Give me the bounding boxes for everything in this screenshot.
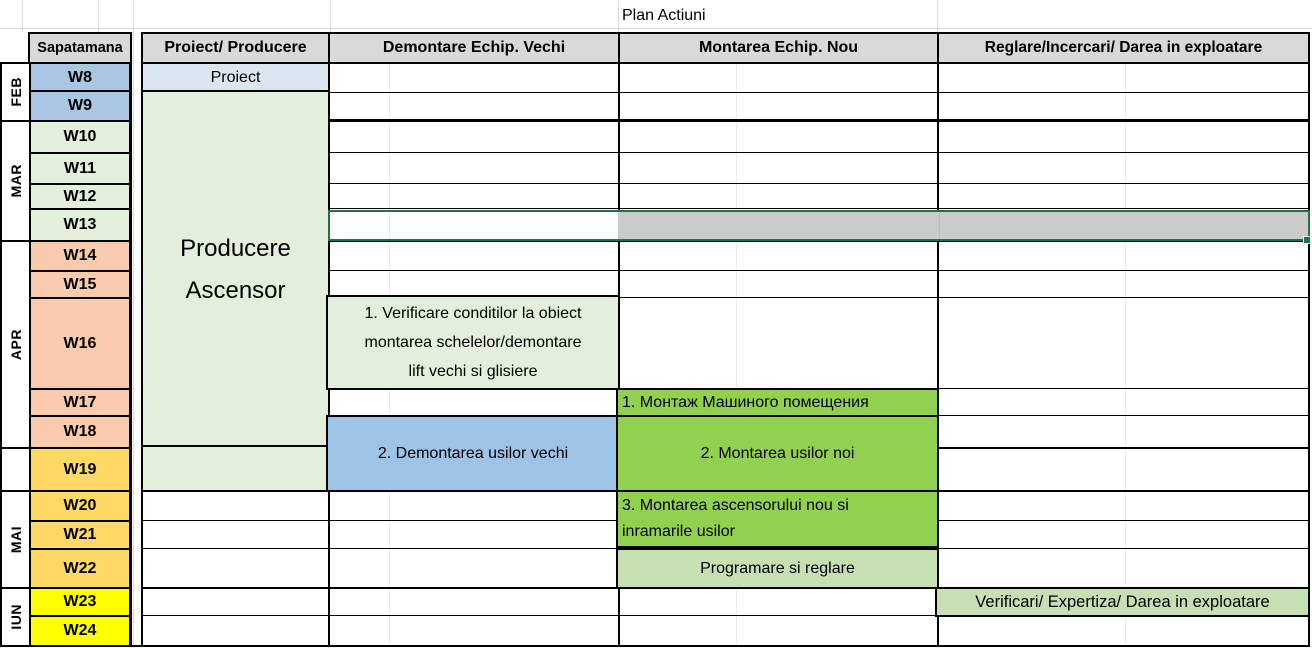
task-cell-verificare-conditii[interactable]: [326, 295, 620, 390]
week-cell-w9[interactable]: W9: [29, 90, 131, 122]
month-label: APR: [7, 328, 24, 361]
month-cell-iun[interactable]: [0, 587, 31, 647]
month-label: FEB: [7, 77, 24, 107]
week-cell-w21[interactable]: W21: [29, 520, 131, 550]
selected-cell[interactable]: [618, 212, 939, 239]
header-montarea-echip-nou[interactable]: Montarea Echip. Nou: [618, 32, 939, 64]
month-cell-apr[interactable]: [0, 240, 31, 449]
task-cell-verificari-expertiza[interactable]: Verificari/ Expertiza/ Darea in exploatare: [935, 587, 1310, 617]
week-cell-w13[interactable]: W13: [29, 208, 131, 242]
month-cell-mai[interactable]: [0, 490, 31, 589]
month-cell-blank[interactable]: [0, 447, 31, 492]
grid-line: [1308, 62, 1310, 647]
task-text-line: montarea schelelor/demontare: [364, 334, 582, 351]
week-cell-w23[interactable]: W23: [29, 587, 131, 617]
week-cell-w11[interactable]: W11: [29, 152, 131, 185]
week-cell-w20[interactable]: W20: [29, 490, 131, 522]
grid-line: [1125, 62, 1126, 645]
grid-line: [937, 0, 938, 32]
task-text-line: Producere: [180, 234, 291, 262]
week-cell-w24[interactable]: W24: [29, 615, 131, 647]
month-label: IUN: [7, 604, 24, 630]
task-text-line: inramarile usilor: [622, 523, 735, 540]
grid-line: [133, 0, 134, 648]
week-cell-w16[interactable]: W16: [29, 297, 131, 390]
task-cell-montarea-ascensorului[interactable]: [616, 490, 939, 548]
week-cell-w22[interactable]: W22: [29, 548, 131, 589]
task-cell-montarea-usilor[interactable]: 2. Montarea usilor noi: [616, 415, 939, 492]
task-cell-producere-ascensor[interactable]: [141, 90, 330, 449]
header-demontare-echip-vechi[interactable]: Demontare Echip. Vechi: [328, 32, 620, 64]
task-cell-producere-w19[interactable]: [141, 445, 330, 492]
selection-fill-handle[interactable]: [1303, 236, 1311, 244]
task-text-line: lift vechi si glisiere: [408, 363, 538, 380]
week-cell-w12[interactable]: W12: [29, 183, 131, 210]
task-cell-montaj-masina[interactable]: 1. Монтаж Машиного помещения: [616, 388, 939, 417]
task-text-line: 3. Montarea ascensorului nou si: [622, 497, 849, 514]
task-cell-programare-reglare[interactable]: Programare si reglare: [616, 548, 939, 589]
header-reglare-incercari[interactable]: Reglare/Incercari/ Darea in exploatare: [937, 32, 1310, 64]
grid-line: [0, 645, 1310, 647]
task-text-line: Ascensor: [185, 276, 286, 304]
grid-line: [22, 0, 23, 32]
week-cell-w15[interactable]: W15: [29, 270, 131, 299]
week-cell-w10[interactable]: W10: [29, 120, 131, 154]
week-cell-w14[interactable]: W14: [29, 240, 131, 272]
month-cell-feb[interactable]: [0, 62, 31, 122]
week-cell-w17[interactable]: W17: [29, 388, 131, 417]
month-cell-mar[interactable]: [0, 120, 31, 242]
selection-range[interactable]: [328, 210, 1310, 241]
header-proiect-producere[interactable]: Proiect/ Producere: [141, 32, 330, 64]
selected-cell[interactable]: [939, 212, 1308, 239]
week-cell-w8[interactable]: W8: [29, 62, 131, 94]
week-cell-w18[interactable]: W18: [29, 415, 131, 449]
task-cell-proiect[interactable]: Proiect: [141, 62, 330, 94]
grid-line: [98, 0, 99, 32]
header-sapatamana[interactable]: Sapatamana: [28, 32, 132, 64]
task-cell-demontarea-usilor[interactable]: 2. Demontarea usilor vechi: [326, 415, 620, 492]
month-label: MAI: [7, 525, 24, 554]
month-label: MAR: [7, 164, 24, 198]
task-text-line: 1. Verificare conditilor la obiect: [364, 305, 582, 322]
grid-line: [618, 0, 619, 32]
week-cell-w19[interactable]: W19: [29, 447, 131, 492]
sheet-title[interactable]: Plan Actiuni: [622, 7, 706, 24]
grid-line: [330, 0, 331, 32]
